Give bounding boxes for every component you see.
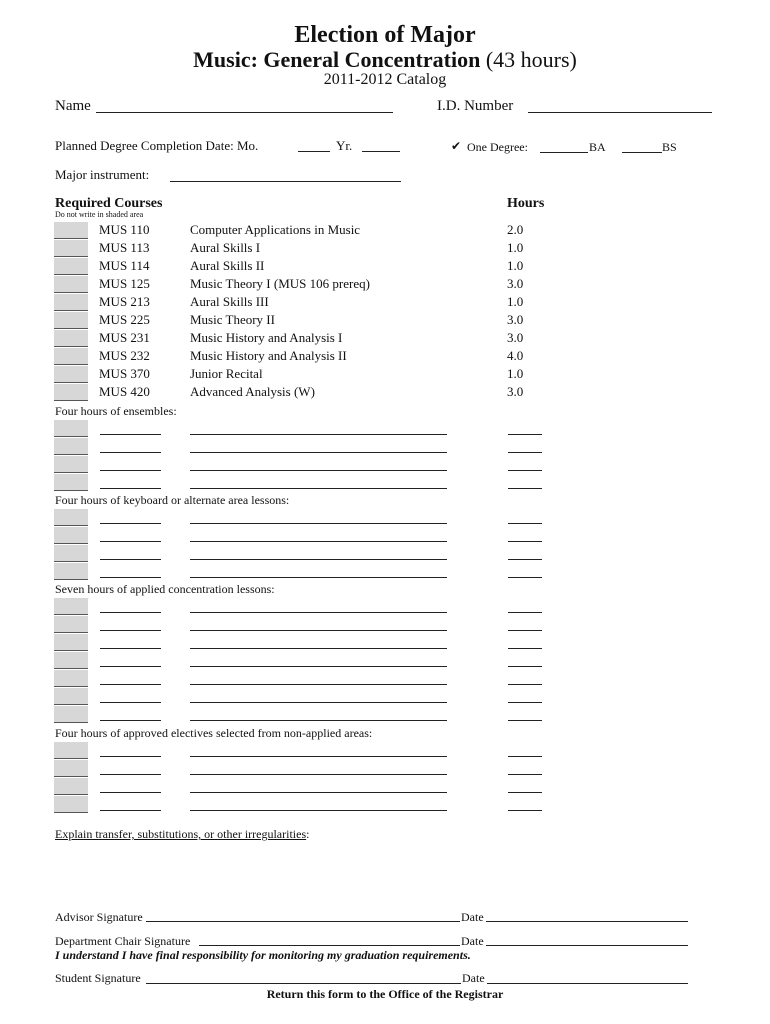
course-hours-field[interactable] bbox=[508, 452, 542, 453]
entry-row bbox=[0, 526, 770, 544]
course-hours-field[interactable] bbox=[508, 541, 542, 542]
chair-date-label: Date bbox=[461, 934, 484, 948]
shaded-grade-box bbox=[54, 778, 88, 795]
course-title-field[interactable] bbox=[190, 523, 447, 524]
responsibility-note: I understand I have final responsibility for monitoring my graduation requirements. bbox=[55, 948, 471, 962]
course-code-field[interactable] bbox=[100, 523, 161, 524]
shaded-grade-box bbox=[54, 563, 88, 580]
entry-row bbox=[0, 651, 770, 669]
entry-row bbox=[0, 777, 770, 795]
course-hours-field[interactable] bbox=[508, 630, 542, 631]
course-hours-field[interactable] bbox=[508, 792, 542, 793]
course-title-field[interactable] bbox=[190, 720, 447, 721]
course-code: MUS 113 bbox=[99, 240, 150, 255]
course-code: MUS 110 bbox=[99, 222, 150, 237]
course-title-field[interactable] bbox=[190, 702, 447, 703]
course-hours-field[interactable] bbox=[508, 702, 542, 703]
course-title-field[interactable] bbox=[190, 452, 447, 453]
name-field[interactable] bbox=[96, 112, 393, 113]
id-label: I.D. Number bbox=[437, 98, 514, 114]
entry-row bbox=[0, 437, 770, 455]
hours-heading: Hours bbox=[507, 196, 545, 211]
course-code: MUS 370 bbox=[99, 366, 150, 381]
shaded-area-note: Do not write in shaded area bbox=[55, 210, 144, 219]
concentration-title: Music: General Concentration bbox=[193, 47, 481, 72]
entry-row bbox=[0, 705, 770, 723]
ensembles-heading: Four hours of ensembles: bbox=[55, 404, 177, 418]
shaded-grade-box bbox=[54, 312, 88, 329]
entry-row bbox=[0, 615, 770, 633]
student-date-label: Date bbox=[462, 971, 485, 985]
advisor-signature-label: Advisor Signature bbox=[55, 910, 143, 924]
entry-row bbox=[0, 687, 770, 705]
entry-row bbox=[0, 419, 770, 437]
course-title-field[interactable] bbox=[190, 666, 447, 667]
course-title: Music Theory I (MUS 106 prereq) bbox=[190, 276, 370, 291]
course-row bbox=[0, 365, 770, 383]
course-code-field[interactable] bbox=[100, 434, 161, 435]
course-row bbox=[0, 383, 770, 401]
shaded-grade-box bbox=[54, 688, 88, 705]
bs-field[interactable] bbox=[622, 152, 662, 153]
entry-row bbox=[0, 759, 770, 777]
entry-row bbox=[0, 455, 770, 473]
course-code-field[interactable] bbox=[100, 810, 161, 811]
course-hours: 1.0 bbox=[507, 258, 524, 273]
id-number-field[interactable] bbox=[528, 112, 712, 113]
course-row bbox=[0, 275, 770, 293]
shaded-grade-box bbox=[54, 634, 88, 651]
shaded-grade-box bbox=[54, 384, 88, 401]
form-title: Election of Major bbox=[294, 22, 476, 48]
shaded-grade-box bbox=[54, 474, 88, 491]
course-title-field[interactable] bbox=[190, 792, 447, 793]
instrument-label: Major instrument: bbox=[55, 167, 150, 182]
shaded-grade-box bbox=[54, 420, 88, 437]
shaded-grade-box bbox=[54, 796, 88, 813]
applied-heading: Seven hours of applied concentration lessons: bbox=[55, 582, 275, 596]
course-row bbox=[0, 257, 770, 275]
course-title: Music Theory II bbox=[190, 312, 275, 327]
advisor-date-field[interactable] bbox=[486, 921, 688, 922]
shaded-grade-box bbox=[54, 240, 88, 257]
course-hours: 1.0 bbox=[507, 240, 524, 255]
advisor-signature-field[interactable] bbox=[146, 921, 460, 922]
course-hours-field[interactable] bbox=[508, 648, 542, 649]
course-row bbox=[0, 347, 770, 365]
name-label: Name bbox=[55, 98, 91, 114]
entry-row bbox=[0, 473, 770, 491]
course-title-field[interactable] bbox=[190, 541, 447, 542]
shaded-grade-box bbox=[54, 760, 88, 777]
shaded-grade-box bbox=[54, 366, 88, 383]
course-title-field[interactable] bbox=[190, 756, 447, 757]
required-courses-heading: Required Courses bbox=[55, 196, 163, 211]
shaded-grade-box bbox=[54, 348, 88, 365]
course-title-field[interactable] bbox=[190, 684, 447, 685]
course-hours: 3.0 bbox=[507, 384, 524, 399]
shaded-grade-box bbox=[54, 616, 88, 633]
one-degree-label: One Degree: bbox=[467, 140, 528, 154]
course-code-field[interactable] bbox=[100, 774, 161, 775]
course-hours-field[interactable] bbox=[508, 488, 542, 489]
completion-month-field[interactable] bbox=[298, 151, 330, 152]
course-code-field[interactable] bbox=[100, 452, 161, 453]
course-code: MUS 125 bbox=[99, 276, 150, 291]
course-code-field[interactable] bbox=[100, 559, 161, 560]
check-icon: ✔ bbox=[451, 139, 462, 153]
course-code-field[interactable] bbox=[100, 630, 161, 631]
return-instruction: Return this form to the Office of the Registrar bbox=[266, 987, 504, 1001]
ba-label: BA bbox=[589, 140, 606, 154]
course-hours: 2.0 bbox=[507, 222, 524, 237]
course-hours-field[interactable] bbox=[508, 559, 542, 560]
explain-label-wrap bbox=[55, 827, 309, 841]
course-hours-field[interactable] bbox=[508, 470, 542, 471]
course-title-field[interactable] bbox=[190, 630, 447, 631]
student-date-field[interactable] bbox=[487, 983, 688, 984]
course-code-field[interactable] bbox=[100, 470, 161, 471]
course-title-field[interactable] bbox=[190, 470, 447, 471]
student-signature-label: Student Signature bbox=[55, 971, 141, 985]
course-row bbox=[0, 239, 770, 257]
entry-row bbox=[0, 669, 770, 687]
course-title: Aural Skills III bbox=[190, 294, 269, 309]
shaded-grade-box bbox=[54, 598, 88, 615]
course-hours: 3.0 bbox=[507, 330, 524, 345]
course-row bbox=[0, 221, 770, 239]
shaded-grade-box bbox=[54, 670, 88, 687]
shaded-grade-box bbox=[54, 222, 88, 239]
entry-row bbox=[0, 633, 770, 651]
course-hours: 1.0 bbox=[507, 294, 524, 309]
course-hours: 3.0 bbox=[507, 312, 524, 327]
course-code: MUS 213 bbox=[99, 294, 150, 309]
electives-heading: Four hours of approved electives selected from non-applied areas: bbox=[55, 726, 373, 740]
course-title: Music History and Analysis II bbox=[190, 348, 347, 363]
course-code-field[interactable] bbox=[100, 488, 161, 489]
course-code: MUS 232 bbox=[99, 348, 150, 363]
chair-date-field[interactable] bbox=[486, 945, 688, 946]
course-hours-field[interactable] bbox=[508, 523, 542, 524]
explain-field[interactable] bbox=[55, 845, 715, 900]
shaded-grade-box bbox=[54, 706, 88, 723]
course-hours-field[interactable] bbox=[508, 684, 542, 685]
entry-row bbox=[0, 741, 770, 759]
course-hours-field[interactable] bbox=[508, 577, 542, 578]
course-hours-field[interactable] bbox=[508, 434, 542, 435]
course-code-field[interactable] bbox=[100, 666, 161, 667]
course-hours-field[interactable] bbox=[508, 810, 542, 811]
shaded-grade-box bbox=[54, 652, 88, 669]
course-row bbox=[0, 293, 770, 311]
course-hours-field[interactable] bbox=[508, 756, 542, 757]
shaded-grade-box bbox=[54, 276, 88, 293]
completion-year-field[interactable] bbox=[362, 151, 400, 152]
course-hours: 4.0 bbox=[507, 348, 524, 363]
course-title-field[interactable] bbox=[190, 810, 447, 811]
shaded-grade-box bbox=[54, 545, 88, 562]
course-title: Aural Skills I bbox=[190, 240, 261, 255]
shaded-grade-box bbox=[54, 438, 88, 455]
course-code-field[interactable] bbox=[100, 684, 161, 685]
entry-row bbox=[0, 508, 770, 526]
shaded-grade-box bbox=[54, 294, 88, 311]
course-title: Junior Recital bbox=[190, 366, 263, 381]
course-code: MUS 231 bbox=[99, 330, 150, 345]
total-hours: (43 hours) bbox=[485, 47, 577, 72]
course-title-field[interactable] bbox=[190, 434, 447, 435]
explain-colon: : bbox=[306, 827, 310, 841]
explain-label: Explain transfer, substitutions, or other irregularities bbox=[55, 827, 307, 841]
course-code-field[interactable] bbox=[100, 756, 161, 757]
instrument-field[interactable] bbox=[170, 181, 401, 182]
course-hours: 3.0 bbox=[507, 276, 524, 291]
course-code-field[interactable] bbox=[100, 720, 161, 721]
shaded-grade-box bbox=[54, 456, 88, 473]
entry-row bbox=[0, 562, 770, 580]
course-row bbox=[0, 329, 770, 347]
course-title-field[interactable] bbox=[190, 612, 447, 613]
shaded-grade-box bbox=[54, 509, 88, 526]
course-title-field[interactable] bbox=[190, 774, 447, 775]
course-code: MUS 225 bbox=[99, 312, 150, 327]
student-signature-field[interactable] bbox=[146, 983, 461, 984]
shaded-grade-box bbox=[54, 330, 88, 347]
course-title: Music History and Analysis I bbox=[190, 330, 343, 345]
year-label: Yr. bbox=[336, 138, 353, 153]
course-code-field[interactable] bbox=[100, 702, 161, 703]
course-code: MUS 114 bbox=[99, 258, 150, 273]
course-hours: 1.0 bbox=[507, 366, 524, 381]
course-title: Advanced Analysis (W) bbox=[190, 384, 315, 399]
keyboard-heading: Four hours of keyboard or alternate area lessons: bbox=[55, 493, 290, 507]
chair-signature-field[interactable] bbox=[199, 945, 460, 946]
course-title-field[interactable] bbox=[190, 488, 447, 489]
course-title-field[interactable] bbox=[190, 559, 447, 560]
course-code-field[interactable] bbox=[100, 792, 161, 793]
course-title: Aural Skills II bbox=[190, 258, 265, 273]
advisor-date-label: Date bbox=[461, 910, 484, 924]
course-code: MUS 420 bbox=[99, 384, 150, 399]
entry-row bbox=[0, 597, 770, 615]
catalog-year: 2011-2012 Catalog bbox=[323, 71, 447, 88]
course-title-field[interactable] bbox=[190, 577, 447, 578]
shaded-grade-box bbox=[54, 258, 88, 275]
course-code-field[interactable] bbox=[100, 541, 161, 542]
course-code-field[interactable] bbox=[100, 577, 161, 578]
ba-field[interactable] bbox=[540, 152, 588, 153]
course-code-field[interactable] bbox=[100, 648, 161, 649]
bs-label: BS bbox=[662, 140, 677, 154]
course-title-field[interactable] bbox=[190, 648, 447, 649]
course-hours-field[interactable] bbox=[508, 774, 542, 775]
shaded-grade-box bbox=[54, 527, 88, 544]
entry-row bbox=[0, 795, 770, 813]
course-hours-field[interactable] bbox=[508, 720, 542, 721]
course-hours-field[interactable] bbox=[508, 612, 542, 613]
course-code-field[interactable] bbox=[100, 612, 161, 613]
course-row bbox=[0, 311, 770, 329]
shaded-grade-box bbox=[54, 742, 88, 759]
course-hours-field[interactable] bbox=[508, 666, 542, 667]
chair-signature-label: Department Chair Signature bbox=[55, 934, 191, 948]
course-title: Computer Applications in Music bbox=[190, 222, 361, 237]
completion-date-label: Planned Degree Completion Date: Mo. bbox=[55, 138, 259, 153]
entry-row bbox=[0, 544, 770, 562]
